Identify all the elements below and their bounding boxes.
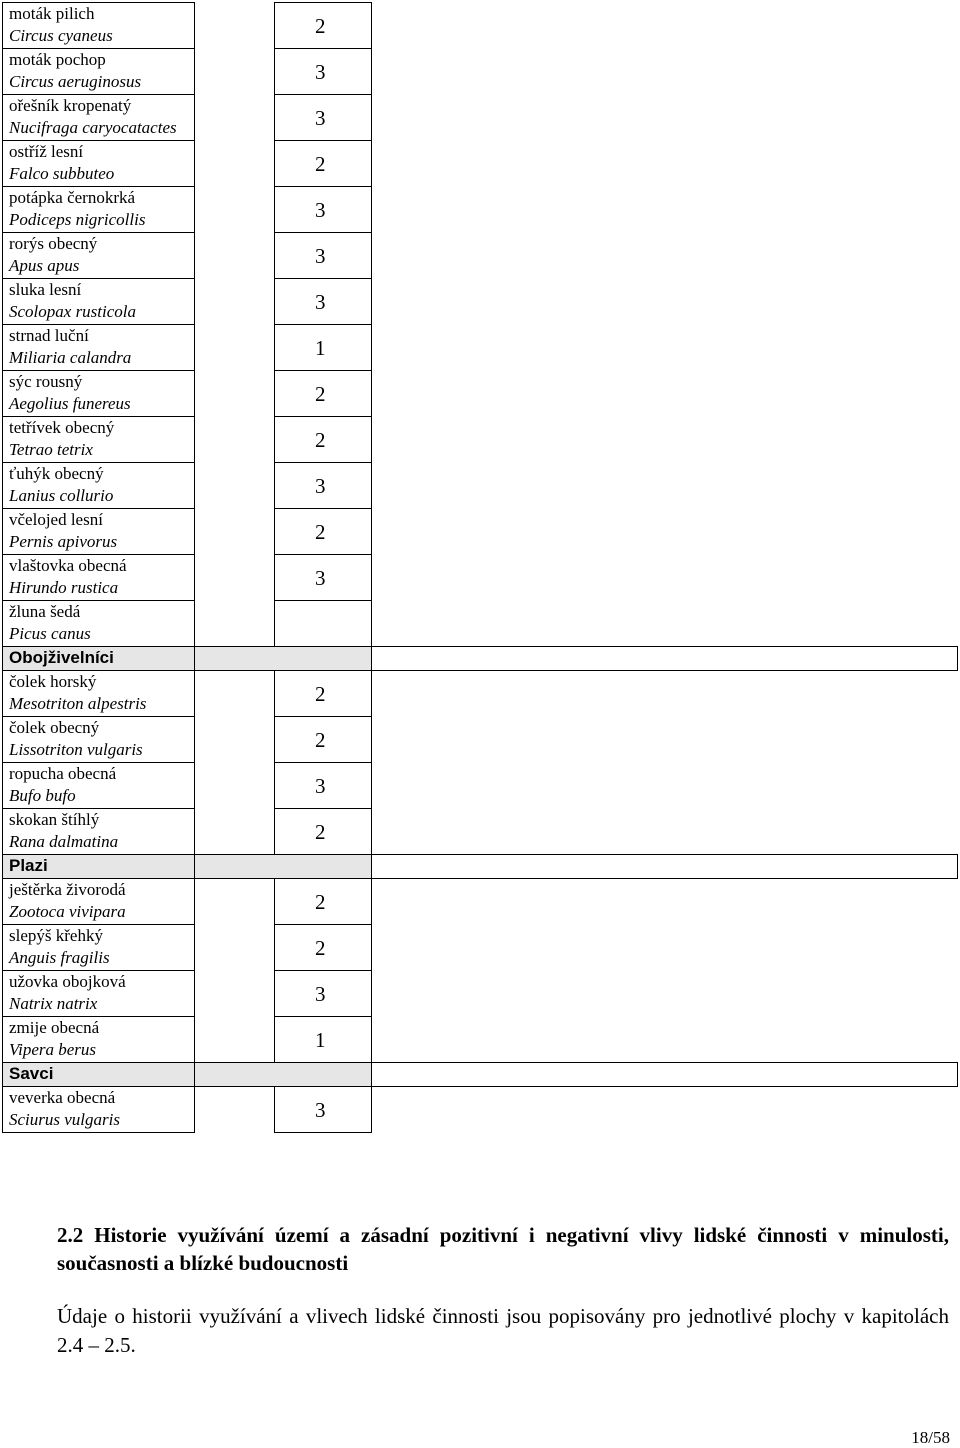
species-name-cell	[3, 601, 195, 647]
species-latin-name: Lanius collurio	[9, 486, 114, 505]
species-name-cell	[3, 371, 195, 417]
section-body-text: Údaje o historii využívání a vlivech lidské činnosti jsou popisovány pro jednotlivé plochy v kapitolách 2.4 – 2.5.	[57, 1304, 949, 1357]
species-name-cell	[3, 971, 195, 1017]
species-row	[3, 95, 958, 141]
protection-grade: 2	[275, 925, 372, 971]
species-row	[3, 49, 958, 95]
species-common-name: čolek horský	[9, 672, 97, 691]
species-latin-name: Picus canus	[9, 624, 91, 643]
species-name-cell	[3, 1017, 195, 1063]
protection-grade: 3	[275, 763, 372, 809]
species-name-cell	[3, 141, 195, 187]
protection-grade: 3	[275, 187, 372, 233]
species-name-cell	[3, 417, 195, 463]
species-common-name: strnad luční	[9, 326, 89, 345]
species-row	[3, 1017, 958, 1063]
protection-grade: 2	[275, 3, 372, 49]
protection-grade: 2	[275, 879, 372, 925]
species-row	[3, 1087, 958, 1133]
species-row	[3, 279, 958, 325]
species-common-name: ťuhýk obecný	[9, 464, 104, 483]
species-name-cell	[3, 809, 195, 855]
species-latin-name: Lissotriton vulgaris	[9, 740, 143, 759]
species-row	[3, 763, 958, 809]
protection-grade: 2	[275, 509, 372, 555]
protection-grade: 2	[275, 371, 372, 417]
species-latin-name: Scolopax rusticola	[9, 302, 137, 321]
species-latin-name: Zootoca vivipara	[9, 902, 126, 921]
species-name-cell	[3, 279, 195, 325]
species-latin-name: Bufo bufo	[9, 786, 76, 805]
species-latin-name: Mesotriton alpestris	[9, 694, 147, 713]
protection-grade: 1	[275, 325, 372, 371]
species-latin-name: Circus aeruginosus	[9, 72, 142, 91]
protection-grade: 3	[275, 971, 372, 1017]
species-name-cell	[3, 1087, 195, 1133]
species-row	[3, 463, 958, 509]
species-table	[2, 2, 958, 1133]
species-row	[3, 141, 958, 187]
protection-grade: 3	[275, 279, 372, 325]
category-row	[3, 1063, 958, 1087]
species-name-cell	[3, 233, 195, 279]
species-row	[3, 925, 958, 971]
species-name-cell	[3, 187, 195, 233]
species-row	[3, 555, 958, 601]
species-name-cell	[3, 49, 195, 95]
species-row	[3, 601, 958, 647]
protection-grade: 2	[275, 671, 372, 717]
species-name-cell	[3, 509, 195, 555]
species-latin-name: Podiceps nigricollis	[9, 210, 146, 229]
category-row	[3, 855, 958, 879]
protection-grade: 2	[275, 717, 372, 763]
protection-grade: 3	[275, 555, 372, 601]
species-name-cell	[3, 925, 195, 971]
species-common-name: ostříž lesní	[9, 142, 84, 161]
species-row	[3, 671, 958, 717]
species-name-cell	[3, 763, 195, 809]
species-common-name: čolek obecný	[9, 718, 100, 737]
protection-grade	[275, 601, 372, 647]
section-heading: 2.2 Historie využívání území a zásadní pozitivní i negativní vlivy lidské činnosti v minulosti, současnosti a blízké budoucnosti	[57, 1223, 949, 1275]
species-common-name: sluka lesní	[9, 280, 82, 299]
species-name-cell	[3, 3, 195, 49]
species-name-cell	[3, 879, 195, 925]
species-row	[3, 325, 958, 371]
species-latin-name: Rana dalmatina	[9, 832, 119, 851]
category-label: Savci	[3, 1063, 195, 1087]
species-common-name: zmije obecná	[9, 1018, 100, 1037]
protection-grade: 2	[275, 809, 372, 855]
species-common-name: potápka černokrká	[9, 188, 136, 207]
species-common-name: skokan štíhlý	[9, 810, 100, 829]
species-latin-name: Hirundo rustica	[9, 578, 119, 597]
protection-grade: 3	[275, 1087, 372, 1133]
species-row	[3, 809, 958, 855]
species-latin-name: Tetrao tetrix	[9, 440, 93, 459]
species-name-cell	[3, 325, 195, 371]
page-number: 18/58	[911, 1428, 950, 1447]
protection-grade: 3	[275, 233, 372, 279]
species-common-name: sýc rousný	[9, 372, 83, 391]
species-latin-name: Miliaria calandra	[9, 348, 132, 367]
species-common-name: veverka obecná	[9, 1088, 116, 1107]
protection-grade: 2	[275, 417, 372, 463]
species-common-name: užovka obojková	[9, 972, 126, 991]
species-row	[3, 879, 958, 925]
species-latin-name: Nucifraga caryocatactes	[9, 118, 177, 137]
species-common-name: žluna šedá	[9, 602, 81, 621]
species-common-name: ještěrka živorodá	[9, 880, 126, 899]
species-common-name: moták pochop	[9, 50, 106, 69]
species-name-cell	[3, 95, 195, 141]
species-latin-name: Vipera berus	[9, 1040, 97, 1059]
species-common-name: ropucha obecná	[9, 764, 117, 783]
species-name-cell	[3, 555, 195, 601]
species-common-name: vlaštovka obecná	[9, 556, 127, 575]
species-row	[3, 3, 958, 49]
protection-grade: 3	[275, 463, 372, 509]
species-row	[3, 371, 958, 417]
species-common-name: tetřívek obecný	[9, 418, 115, 437]
species-common-name: rorýs obecný	[9, 234, 98, 253]
species-latin-name: Circus cyaneus	[9, 26, 113, 45]
protection-grade: 1	[275, 1017, 372, 1063]
species-row	[3, 971, 958, 1017]
species-latin-name: Natrix natrix	[9, 994, 98, 1013]
species-name-cell	[3, 671, 195, 717]
species-row	[3, 233, 958, 279]
protection-grade: 2	[275, 141, 372, 187]
species-name-cell	[3, 717, 195, 763]
species-common-name: slepýš křehký	[9, 926, 103, 945]
protection-grade: 3	[275, 49, 372, 95]
species-latin-name: Sciurus vulgaris	[9, 1110, 120, 1129]
species-latin-name: Falco subbuteo	[9, 164, 115, 183]
category-row	[3, 647, 958, 671]
species-latin-name: Apus apus	[9, 256, 80, 275]
species-latin-name: Pernis apivorus	[9, 532, 118, 551]
species-latin-name: Aegolius funereus	[9, 394, 131, 413]
species-name-cell	[3, 463, 195, 509]
species-row	[3, 509, 958, 555]
protection-grade: 3	[275, 95, 372, 141]
category-label: Obojživelníci	[3, 647, 195, 671]
species-row	[3, 717, 958, 763]
species-common-name: ořešník kropenatý	[9, 96, 132, 115]
species-common-name: moták pilich	[9, 4, 95, 23]
species-common-name: včelojed lesní	[9, 510, 103, 529]
species-latin-name: Anguis fragilis	[9, 948, 110, 967]
category-label: Plazi	[3, 855, 195, 879]
species-row	[3, 417, 958, 463]
species-row	[3, 187, 958, 233]
